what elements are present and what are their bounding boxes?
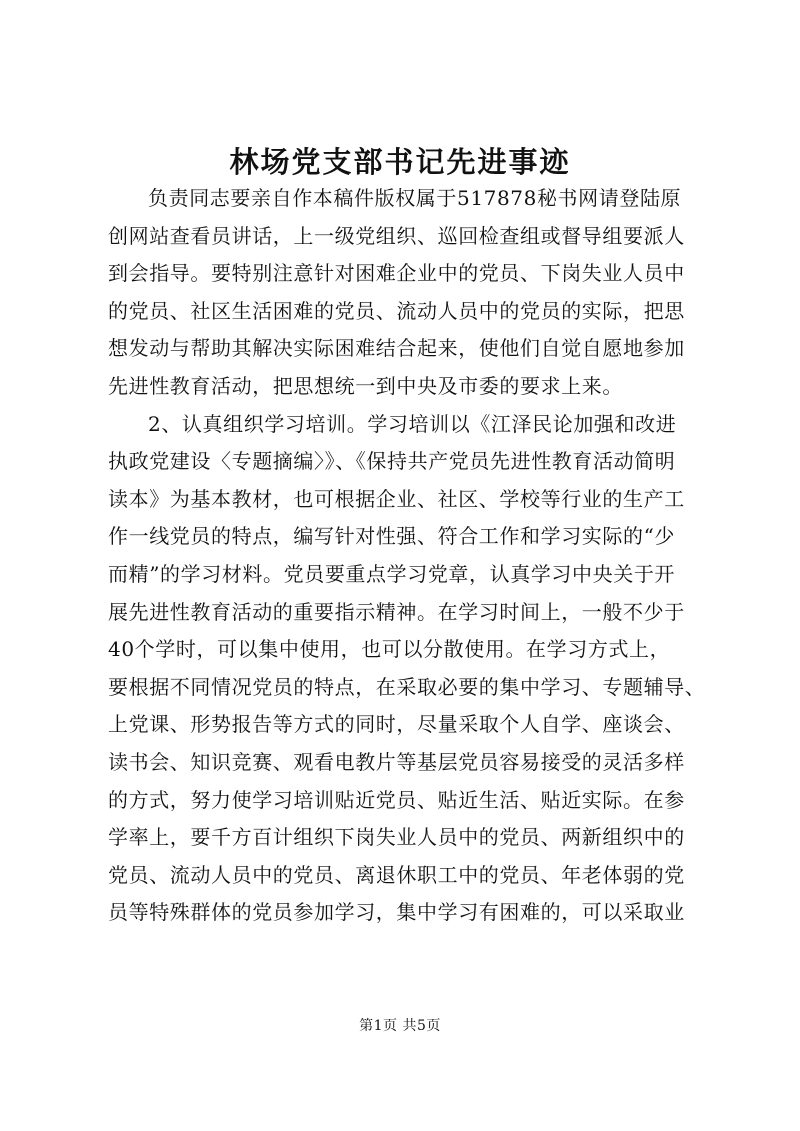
paragraph-2-line: 读本》为基本教材，也可根据企业、社区、学校等行业的生产工: [108, 486, 685, 511]
document-title: 林场党支部书记先进事迹: [229, 145, 571, 179]
paragraph-2-line: 员等特殊群体的党员参加学习，集中学习有困难的，可以采取业: [108, 900, 685, 925]
paragraph-2-line: 要根据不同情况党员的特点，在采取必要的集中学习、专题辅导、: [108, 674, 706, 699]
paragraph-1-line: 负责同志要亲自作本稿件版权属于517878秘书网请登陆原: [148, 186, 682, 210]
paragraph-2-line: 学率上，要千方百计组织下岗失业人员中的党员、两新组织中的: [108, 825, 685, 850]
paragraph-1-line: 到会指导。要特别注意针对困难企业中的党员、下岗失业人员中: [108, 261, 685, 286]
paragraph-2-line: 2、认真组织学习培训。学习培训以《江泽民论加强和改进: [148, 411, 677, 436]
paragraph-2-line: 作一线党员的特点，编写针对性强、符合工作和学习实际的“少: [108, 524, 676, 549]
paragraph-1-line: 先进性教育活动，把思想统一到中央及市委的要求上来。: [108, 373, 623, 398]
paragraph-2-line: 上党课、形势报告等方式的同时，尽量采取个人自学、座谈会、: [108, 712, 685, 737]
paragraph-2-line: 40个学时，可以集中使用，也可以分散使用。在学习方式上，: [108, 637, 671, 662]
document-body: [108, 180, 708, 932]
paragraph-2-line: 而精”的学习材料。党员要重点学习党章，认真学习中央关于开: [108, 561, 676, 586]
paragraph-2-line: 党员、流动人员中的党员、离退休职工中的党员、年老体弱的党: [108, 862, 685, 887]
paragraph-2-line: 读书会、知识竞赛、观看电教片等基层党员容易接受的灵活多样: [108, 749, 685, 774]
page-footer: 第1页 共5页: [359, 1018, 441, 1034]
paragraph-2-line: 执政党建设〈专题摘编〉》、《保持共产党员先进性教育活动简明: [108, 449, 676, 474]
paragraph-1-line: 的党员、社区生活困难的党员、流动人员中的党员的实际，把思: [108, 298, 685, 323]
paragraph-2-line: 的方式，努力使学习培训贴近党员、贴近生活、贴近实际。在参: [108, 787, 685, 812]
paragraph-2-line: 展先进性教育活动的重要指示精神。在学习时间上，一般不少于: [108, 599, 685, 624]
paragraph-1-line: 想发动与帮助其解决实际困难结合起来，使他们自觉自愿地参加: [108, 336, 685, 361]
paragraph-1-line: 创网站查看员讲话，上一级党组织、巡回检查组或督导组要派人: [108, 223, 685, 248]
